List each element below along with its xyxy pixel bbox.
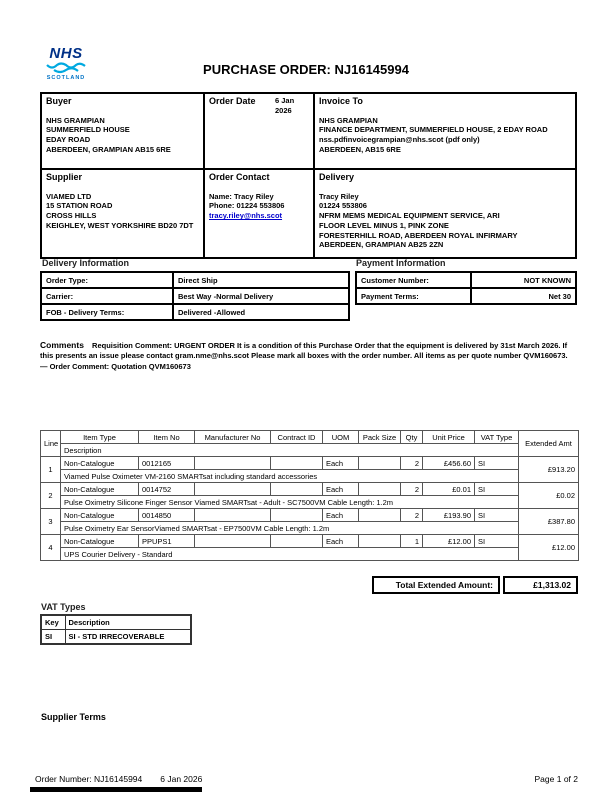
- payment-terms-label: Payment Terms:: [356, 288, 471, 304]
- col-header-vat-type: VAT Type: [475, 431, 519, 444]
- order-contact-label: Order Contact: [209, 172, 270, 182]
- item-manufacturer-no: [195, 483, 271, 496]
- item-extended-amt: £913.20: [519, 457, 579, 483]
- item-type: Non-Catalogue: [61, 483, 139, 496]
- table-row: [41, 272, 349, 288]
- buyer-line: NHS GRAMPIAN: [46, 115, 105, 125]
- item-contract-id: [271, 535, 323, 548]
- invoice-to-cell: [314, 93, 576, 169]
- col-header-manufacturer-no: Manufacturer No: [195, 431, 271, 444]
- buyer-line: SUMMERFIELD HOUSE: [46, 125, 130, 135]
- page-title: PURCHASE ORDER: NJ16145994: [203, 62, 409, 77]
- col-header-item-no: Item No: [139, 431, 195, 444]
- col-header-item-type: Item Type: [61, 431, 139, 444]
- buyer-cell: [41, 93, 204, 169]
- vat-types-heading: VAT Types: [41, 602, 86, 612]
- item-pack-size: [359, 509, 401, 522]
- footer-order-number: Order Number: NJ16145994: [35, 774, 143, 784]
- order-type-value: Direct Ship: [173, 272, 349, 288]
- item-qty: 2: [401, 457, 423, 470]
- total-label: Total Extended Amount:: [372, 576, 500, 594]
- item-unit-price: £193.90: [423, 509, 475, 522]
- delivery-line: Tracy Riley: [319, 191, 359, 201]
- customer-number-value: NOT KNOWN: [471, 272, 576, 288]
- item-line: 1: [41, 457, 61, 483]
- col-header-qty: Qty: [401, 431, 423, 444]
- item-line: 2: [41, 483, 61, 509]
- invoice-to-label: Invoice To: [319, 96, 363, 106]
- item-uom: Each: [323, 457, 359, 470]
- comments-label: Comments: [40, 340, 84, 350]
- item-description: Pulse Oximetry Silicone Finger Sensor Viamed SMARTsat - Adult - SC7500VM Cable Length: 1.2m: [61, 496, 519, 509]
- item-unit-price: £0.01: [423, 483, 475, 496]
- supplier-line: CROSS HILLS: [46, 211, 97, 221]
- item-unit-price: £456.60: [423, 457, 475, 470]
- nhs-logo-text: NHS: [49, 45, 83, 62]
- invoice-email: nss.pdfinvoicegrampian@nhs.scot (pdf only): [319, 135, 480, 145]
- item-type: Non-Catalogue: [61, 457, 139, 470]
- item-uom: Each: [323, 483, 359, 496]
- payment-information-table: [355, 271, 577, 305]
- payment-terms-value: Net 30: [471, 288, 576, 304]
- customer-number-label: Customer Number:: [356, 272, 471, 288]
- item-type: Non-Catalogue: [61, 509, 139, 522]
- carrier-label: Carrier:: [41, 288, 173, 304]
- item-manufacturer-no: [195, 535, 271, 548]
- item-pack-size: [359, 457, 401, 470]
- buyer-line: ABERDEEN, GRAMPIAN AB15 6RE: [46, 144, 171, 154]
- total-value: £1,313.02: [503, 576, 578, 594]
- item-row: [41, 457, 579, 470]
- delivery-line: FLOOR LEVEL MINUS 1, PINK ZONE: [319, 220, 449, 230]
- item-pack-size: [359, 535, 401, 548]
- item-description: Viamed Pulse Oximeter VM-2160 SMARTsat including standard accessories: [61, 470, 519, 483]
- total-extended-amount: [40, 576, 578, 594]
- col-header-extended-amt: Extended Amt: [519, 431, 579, 457]
- order-date-value: 6 Jan 2026: [275, 96, 295, 115]
- table-row: [41, 288, 349, 304]
- fob-value: Delivered -Allowed: [173, 304, 349, 320]
- order-contact-cell: [204, 169, 314, 258]
- item-description: UPS Courier Delivery - Standard: [61, 548, 519, 561]
- vat-key: SI: [41, 630, 65, 645]
- item-no: 0012165: [139, 457, 195, 470]
- col-header-line: Line: [41, 431, 61, 457]
- item-pack-size: [359, 483, 401, 496]
- item-extended-amt: £387.80: [519, 509, 579, 535]
- item-description-row: [41, 522, 579, 535]
- col-header-unit-price: Unit Price: [423, 431, 475, 444]
- payment-information-heading: Payment Information: [356, 258, 446, 268]
- item-extended-amt: £12.00: [519, 535, 579, 561]
- order-type-label: Order Type:: [41, 272, 173, 288]
- item-unit-price: £12.00: [423, 535, 475, 548]
- col-header-pack-size: Pack Size: [359, 431, 401, 444]
- item-uom: Each: [323, 535, 359, 548]
- item-line: 4: [41, 535, 61, 561]
- item-row: [41, 483, 579, 496]
- delivery-label: Delivery: [319, 172, 355, 182]
- item-description-row: [41, 548, 579, 561]
- item-qty: 2: [401, 483, 423, 496]
- delivery-line: FORESTERHILL ROAD, ABERDEEN ROYAL INFIRMARY: [319, 230, 518, 240]
- item-type: Non-Catalogue: [61, 535, 139, 548]
- delivery-information-heading: Delivery Information: [42, 258, 130, 268]
- vat-key-header: Key: [41, 615, 65, 630]
- contact-phone: Phone: 01224 553806: [209, 201, 285, 211]
- items-table: [40, 430, 579, 561]
- item-row: [41, 535, 579, 548]
- item-contract-id: [271, 509, 323, 522]
- item-contract-id: [271, 483, 323, 496]
- footer-page-number: Page 1 of 2: [534, 774, 578, 784]
- item-vat-type: SI: [475, 535, 519, 548]
- item-vat-type: SI: [475, 457, 519, 470]
- invoice-line: NHS GRAMPIAN: [319, 115, 378, 125]
- item-description-row: [41, 496, 579, 509]
- scotland-logo-text: SCOTLAND: [46, 75, 86, 81]
- footer-date: 6 Jan 2026: [160, 774, 203, 784]
- supplier-line: KEIGHLEY, WEST YORKSHIRE BD20 7DT: [46, 220, 194, 230]
- invoice-line: ABERDEEN, AB15 6RE: [319, 144, 401, 154]
- delivery-line: ABERDEEN, GRAMPIAN AB25 2ZN: [319, 240, 444, 250]
- comments-text: Requisition Comment: URGENT ORDER It is a condition of this Purchase Order that the equipment is delivered by 31st March 2026. If this presents an issue please contact gram.nme@nhs.scot Please mark all boxes with the order number. All items as per quote number QVM160673. — Order Comment: Quotation QVM160673: [40, 341, 568, 371]
- order-date-cell: [204, 93, 314, 169]
- comments-block: [40, 340, 577, 372]
- header-table: [40, 92, 577, 259]
- item-no: 0014752: [139, 483, 195, 496]
- invoice-line: FINANCE DEPARTMENT, SUMMERFIELD HOUSE, 2 EDAY ROAD: [319, 125, 548, 135]
- supplier-terms-heading: Supplier Terms: [41, 712, 106, 722]
- delivery-information-table: [40, 271, 350, 321]
- buyer-label: Buyer: [46, 96, 72, 106]
- item-description-row: [41, 470, 579, 483]
- contact-name: Name: Tracy Riley: [209, 191, 274, 201]
- supplier-cell: [41, 169, 204, 258]
- vat-header-row: [41, 615, 191, 630]
- vat-row: [41, 630, 191, 645]
- delivery-line: 01224 553806: [319, 201, 367, 211]
- vat-types-table: [40, 614, 192, 645]
- col-header-description: Description: [61, 444, 519, 457]
- buyer-line: EDAY ROAD: [46, 135, 91, 145]
- vat-description: SI - STD IRRECOVERABLE: [65, 630, 191, 645]
- vat-description-header: Description: [65, 615, 191, 630]
- delivery-cell: [314, 169, 576, 258]
- contact-email-link[interactable]: tracy.riley@nhs.scot: [209, 211, 283, 221]
- items-header-row: [41, 431, 579, 444]
- item-manufacturer-no: [195, 509, 271, 522]
- item-vat-type: SI: [475, 483, 519, 496]
- table-row: [356, 288, 576, 304]
- scan-artifact-bar: [30, 787, 202, 792]
- item-description: Pulse Oximetry Ear SensorViamed SMARTsat - EP7500VM Cable Length: 1.2m: [61, 522, 519, 535]
- table-row: [356, 272, 576, 288]
- col-header-contract-id: Contract ID: [271, 431, 323, 444]
- delivery-line: NFRM MEMS MEDICAL EQUIPMENT SERVICE, ARI: [319, 211, 500, 221]
- page-footer: [35, 774, 578, 784]
- order-date-label: Order Date: [209, 96, 256, 106]
- item-row: [41, 509, 579, 522]
- item-contract-id: [271, 457, 323, 470]
- item-line: 3: [41, 509, 61, 535]
- supplier-label: Supplier: [46, 172, 83, 182]
- supplier-line: VIAMED LTD: [46, 191, 92, 201]
- item-uom: Each: [323, 509, 359, 522]
- item-vat-type: SI: [475, 509, 519, 522]
- item-extended-amt: £0.02: [519, 483, 579, 509]
- item-qty: 2: [401, 509, 423, 522]
- col-header-uom: UOM: [323, 431, 359, 444]
- item-qty: 1: [401, 535, 423, 548]
- item-manufacturer-no: [195, 457, 271, 470]
- fob-label: FOB - Delivery Terms:: [41, 304, 173, 320]
- item-no: PPUPS1: [139, 535, 195, 548]
- carrier-value: Best Way -Normal Delivery: [173, 288, 349, 304]
- item-no: 0014850: [139, 509, 195, 522]
- items-header-row2: [41, 444, 579, 457]
- supplier-line: 15 STATION ROAD: [46, 201, 113, 211]
- table-row: [41, 304, 349, 320]
